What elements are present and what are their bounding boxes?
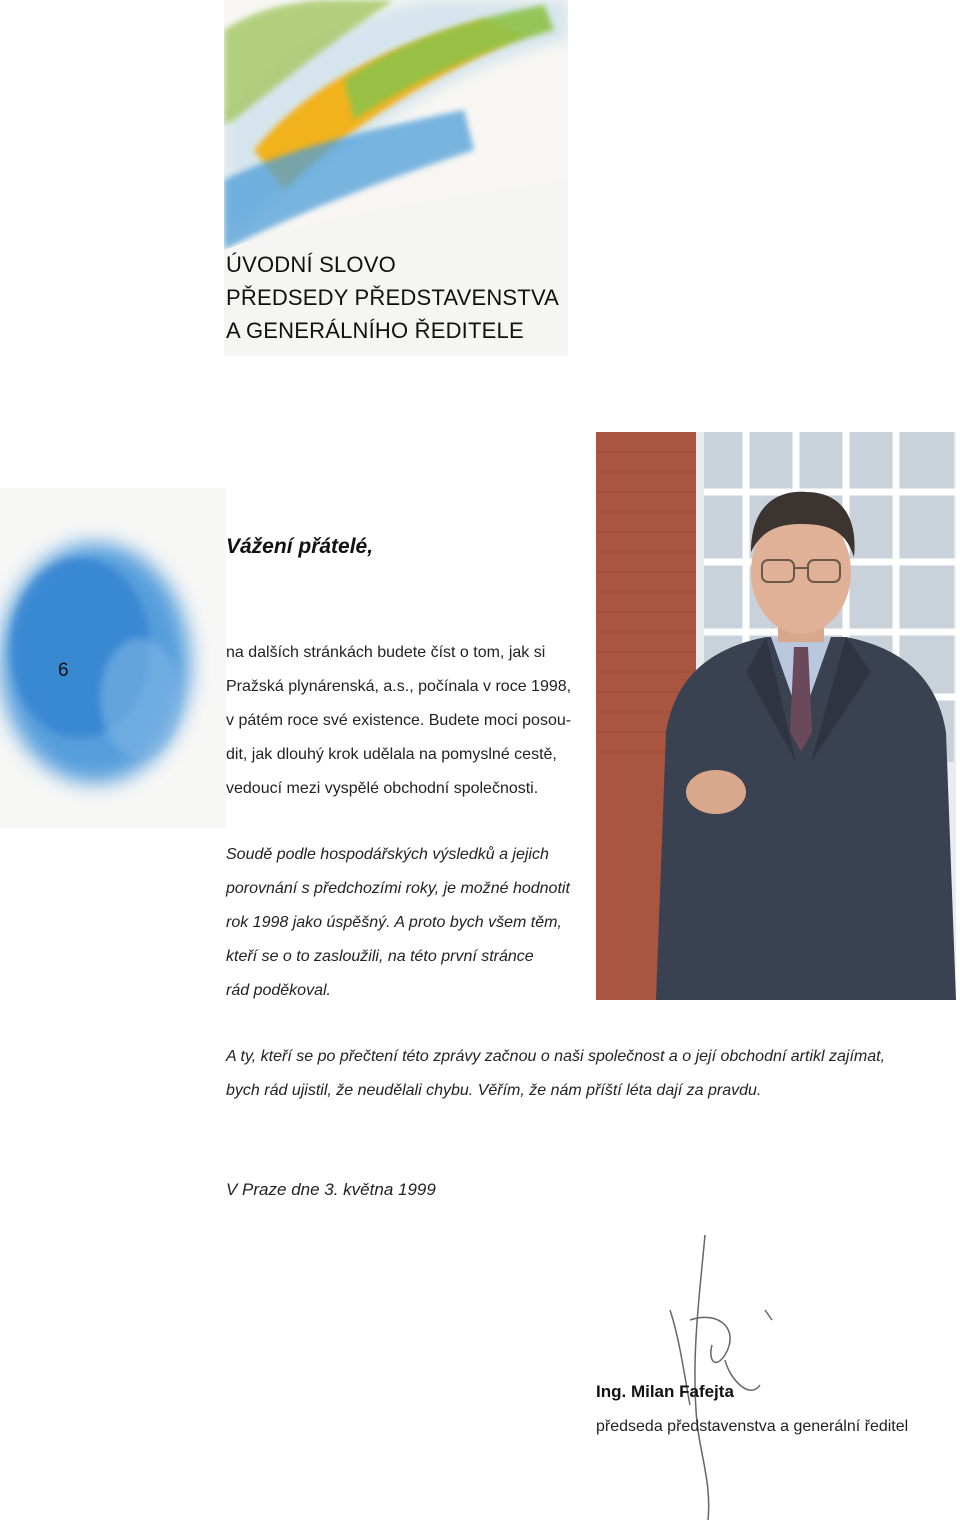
- paragraph-intro: [226, 636, 586, 806]
- paragraph-line: dit, jak dlouhý krok udělala na pomyslné cestě,: [226, 746, 557, 763]
- title-line-1: ÚVODNÍ SLOVO: [226, 252, 396, 277]
- paragraph-line: rok 1998 jako úspěšný. A proto bych všem těm,: [226, 914, 562, 931]
- paragraph-line: Soudě podle hospodářských výsledků a jejich: [226, 846, 549, 863]
- portrait-photo: [596, 432, 956, 1000]
- title-line-2: PŘEDSEDY PŘEDSTAVENSTVA: [226, 285, 560, 310]
- signer-name: Ing. Milan Fafejta: [596, 1382, 734, 1401]
- page-number: 6: [58, 660, 69, 681]
- signer-position: předseda představenstva a generální ředitel: [596, 1418, 909, 1435]
- salutation: Vážení přátelé,: [226, 535, 374, 558]
- paragraph-line: rád poděkoval.: [226, 982, 331, 999]
- brush-stroke-decoration-left: [0, 488, 226, 828]
- paragraph-line: v pátém roce své existence. Budete moci posou-: [226, 712, 572, 729]
- paragraph-closing: [226, 1040, 926, 1108]
- paragraph-line: Pražská plynárenská, a.s., počínala v roce 1998,: [226, 678, 572, 695]
- title-line-3: A GENERÁLNÍHO ŘEDITELE: [226, 318, 524, 343]
- paragraph-line: na dalších stránkách budete číst o tom, jak si: [226, 644, 546, 661]
- paragraph-line: kteří se o to zasloužili, na této první stránce: [226, 948, 534, 965]
- page-title: [226, 248, 559, 347]
- paragraph-results: [226, 838, 586, 1008]
- date-line: V Praze dne 3. května 1999: [226, 1180, 436, 1199]
- paragraph-line: vedoucí mezi vyspělé obchodní společnosti.: [226, 780, 539, 797]
- paragraph-line: A ty, kteří se po přečtení této zprávy začnou o naši společnost a o její obchodní artikl zajímat,: [226, 1048, 886, 1065]
- paragraph-line: porovnání s předchozími roky, je možné hodnotit: [226, 880, 570, 897]
- paragraph-line: bych rád ujistil, že neudělali chybu. Věřím, že nám příští léta dají za pravdu.: [226, 1082, 762, 1099]
- signature-image: [630, 1230, 790, 1523]
